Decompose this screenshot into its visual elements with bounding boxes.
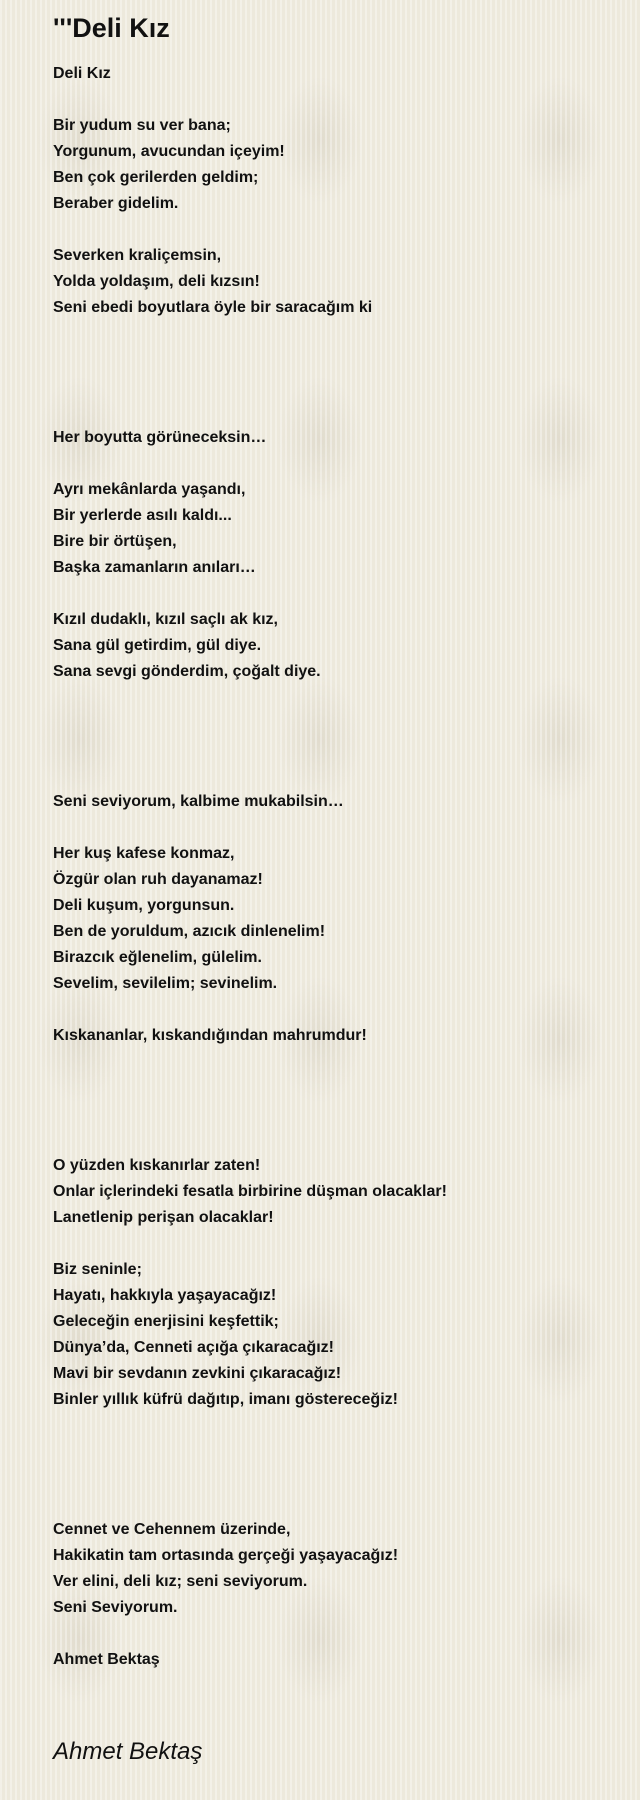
poem-line: Seni ebedi boyutlara öyle bir saracağım ki (53, 299, 373, 316)
section-gap (53, 321, 623, 425)
poem-line: Ver elini, deli kız; seni seviyorum. (53, 1573, 308, 1590)
poem-line: Biz seninle; (53, 1261, 142, 1278)
poem-line: Mavi bir sevdanın zevkini çıkaracağız! (53, 1365, 342, 1382)
section-gap (53, 685, 623, 789)
poem-line: Binler yıllık küfrü dağıtıp, imanı göstereceğiz! (53, 1391, 398, 1408)
poem-line: Seni Seviyorum. (53, 1599, 178, 1616)
poem-line: Başka zamanların anıları… (53, 559, 256, 576)
poem-line: Cennet ve Cehennem üzerinde, (53, 1521, 291, 1538)
stanza-gap (53, 815, 623, 841)
stanza-gap (53, 217, 623, 243)
stanza (53, 607, 623, 685)
poem-line: Lanetlenip perişan olacaklar! (53, 1209, 274, 1226)
poem-line: Her boyutta görüneceksin… (53, 429, 267, 446)
poem-title: '''Deli Kız (53, 13, 170, 43)
poem-line: O yüzden kıskanırlar zaten! (53, 1157, 261, 1174)
stanza (53, 425, 623, 451)
stanza (53, 113, 623, 217)
poem-author: Ahmet Bektaş (53, 1651, 160, 1668)
stanza-gap (53, 1621, 623, 1647)
stanza-gap (53, 451, 623, 477)
stanza (53, 1257, 623, 1413)
poem-line: Yolda yoldaşım, deli kızsın! (53, 273, 260, 290)
poem-line: Birazcık eğlenelim, gülelim. (53, 949, 262, 966)
poem-line: Onlar içlerindeki fesatla birbirine düşman olacaklar! (53, 1183, 447, 1200)
section-gap (53, 1049, 623, 1153)
poem-subtitle: Deli Kız (53, 65, 111, 82)
poem-line: Hayatı, hakkıyla yaşayacağız! (53, 1287, 277, 1304)
stanza (53, 789, 623, 815)
poem-line: Seni seviyorum, kalbime mukabilsin… (53, 793, 344, 810)
stanza-gap (53, 1231, 623, 1257)
poem-line: Severken kraliçemsin, (53, 247, 222, 264)
poem-line: Kıskananlar, kıskandığından mahrumdur! (53, 1027, 367, 1044)
poem-line: Ben çok gerilerden geldim; (53, 169, 259, 186)
poem-line: Geleceğin enerjisini keşfettik; (53, 1313, 279, 1330)
poem-line: Ayrı mekânlarda yaşandı, (53, 481, 246, 498)
poem-line: Sevelim, sevilelim; sevinelim. (53, 975, 278, 992)
stanza (53, 841, 623, 997)
stanza (53, 1153, 623, 1231)
section-gap (53, 1413, 623, 1517)
stanza (53, 243, 623, 321)
poem-line: Beraber gidelim. (53, 195, 179, 212)
poem-line: Kızıl dudaklı, kızıl saçlı ak kız, (53, 611, 278, 628)
stanza (53, 1517, 623, 1621)
poem-line: Her kuş kafese konmaz, (53, 845, 235, 862)
stanza (53, 477, 623, 581)
poem-line: Hakikatin tam ortasında gerçeği yaşayacağız! (53, 1547, 399, 1564)
poem-line: Sana gül getirdim, gül diye. (53, 637, 262, 654)
poem-body (53, 113, 623, 1673)
poem-line: Özgür olan ruh dayanamaz! (53, 871, 263, 888)
stanza-gap (53, 581, 623, 607)
stanza-gap (53, 997, 623, 1023)
poem-line: Ben de yoruldum, azıcık dinlenelim! (53, 923, 326, 940)
poem-line: Deli kuşum, yorgunsun. (53, 897, 235, 914)
stanza (53, 1023, 623, 1049)
poem-page (53, 0, 623, 1673)
poem-line: Bir yudum su ver bana; (53, 117, 231, 134)
author-signature: Ahmet Bektaş (53, 1738, 203, 1765)
poem-line: Bir yerlerde asılı kaldı... (53, 507, 232, 524)
poem-line: Sana sevgi gönderdim, çoğalt diye. (53, 663, 321, 680)
poem-line: Yorgunum, avucundan içeyim! (53, 143, 285, 160)
poem-line: Bire bir örtüşen, (53, 533, 177, 550)
poem-line: Dünya’da, Cenneti açığa çıkaracağız! (53, 1339, 334, 1356)
